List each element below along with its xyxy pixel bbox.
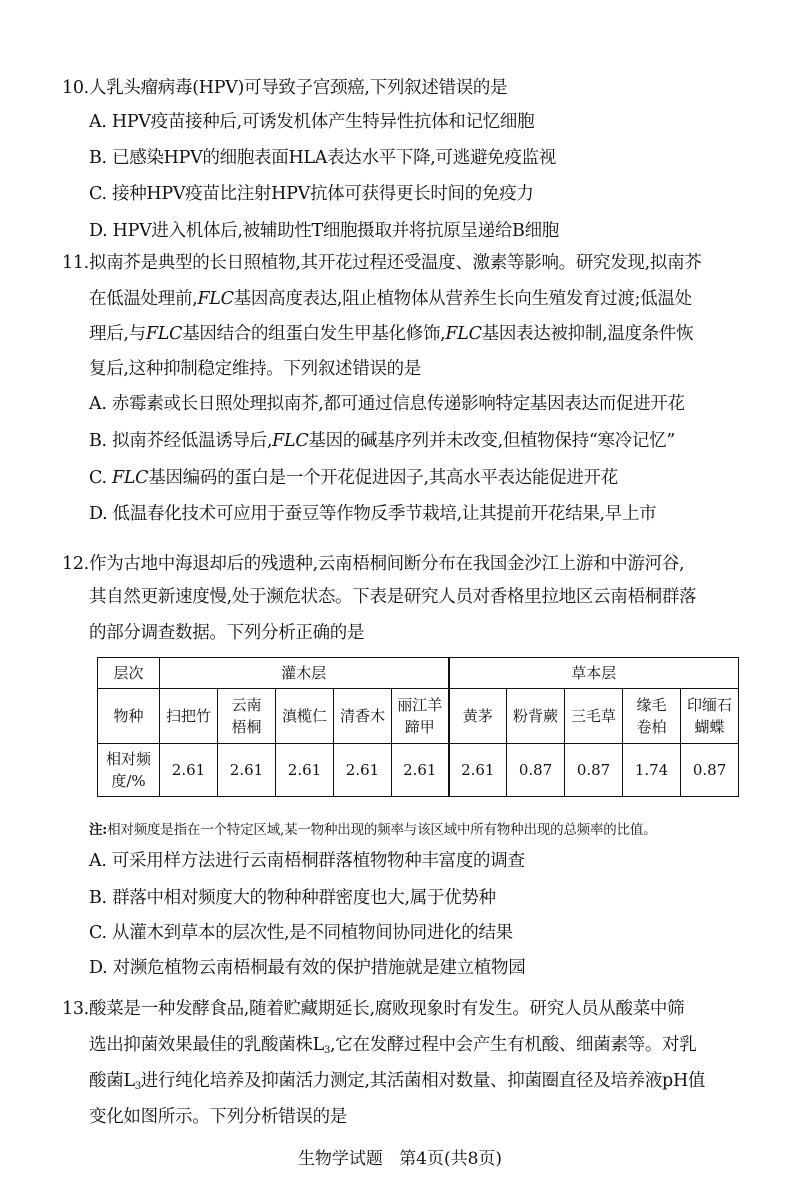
row-label-part: 相对频 — [105, 750, 151, 768]
species-row — [98, 689, 739, 744]
note-label: 注: — [89, 822, 108, 838]
survey-table — [97, 657, 739, 797]
q11-stem-text-1: 拟南芥是典型的长日照植物,其开花过程还受温度、激素等影响。研究发现,拟南芥 — [89, 253, 702, 273]
q13-stem-line-4: 变化如图所示。下列分析错误的是 — [89, 1107, 347, 1127]
q12-option-b: B. 群落中相对频度大的物种种群密度也大,属于优势种 — [89, 888, 496, 908]
strain-subscript: 3 — [134, 1081, 141, 1092]
q13-text: 酸菌 — [89, 1071, 124, 1091]
species-name: 黄茅 — [462, 707, 493, 725]
q11-stem-line-3 — [89, 322, 693, 346]
strain-name: L — [123, 1071, 135, 1091]
q12-number: 12. — [62, 554, 89, 574]
q11-text: B. 拟南芥经低温诱导后, — [89, 431, 273, 451]
q11-option-c — [89, 466, 618, 490]
q13-number: 13. — [62, 999, 89, 1019]
frequency-cell: 2.61 — [160, 744, 218, 797]
q11-text: 基因高度表达,阻止植物体从营养生长向生殖发育过渡;低温处 — [233, 289, 692, 309]
q13-text: ,它在发酵过程中会产生有机酸、细菌素等。对乳 — [330, 1035, 697, 1055]
species-name: 缘毛 — [636, 696, 667, 714]
q12-option-d: D. 对濒危植物云南梧桐最有效的保护措施就是建立植物园 — [89, 958, 526, 978]
species-cell — [681, 689, 739, 744]
species-cell — [276, 689, 334, 744]
row-label-species: 物种 — [98, 689, 160, 744]
q12-option-c: C. 从灌木到草本的层次性,是不同植物间协同进化的结果 — [89, 923, 513, 943]
q12-stem-line-3: 的部分调查数据。下列分析正确的是 — [89, 623, 365, 643]
species-cell — [334, 689, 392, 744]
q11-stem-line-4: 复后,这种抑制稳定维持。下列叙述错误的是 — [89, 359, 422, 379]
q10-stem — [62, 76, 507, 100]
q11-text: C. — [89, 468, 112, 488]
q13-stem-line-2 — [89, 1033, 696, 1057]
q12-option-a: A. 可采用样方法进行云南梧桐群落植物物种丰富度的调查 — [89, 851, 525, 871]
species-name: 云南 — [231, 696, 262, 714]
species-name: 印缅石 — [687, 696, 733, 714]
species-name: 丽江羊 — [397, 696, 443, 714]
q11-stem-line-1 — [62, 251, 702, 275]
q10-option-a: A. HPV疫苗接种后,可诱发机体产生特异性抗体和记忆细胞 — [89, 112, 535, 132]
gene-name: FLC — [145, 324, 183, 344]
q12-stem-text-1: 作为古地中海退却后的残遗种,云南梧桐间断分布在我国金沙江上游和中游河谷, — [89, 554, 685, 574]
q13-text: 进行纯化培养及抑菌活力测定,其活菌相对数量、抑菌圈直径及培养液pH值 — [140, 1071, 706, 1091]
gene-name: FLC — [272, 431, 309, 451]
species-cell — [565, 689, 623, 744]
frequency-cell: 2.61 — [392, 744, 449, 797]
q13-text: 选出抑菌效果最佳的乳酸菌株 — [89, 1035, 313, 1055]
frequency-row — [98, 744, 739, 797]
species-cell — [507, 689, 565, 744]
frequency-cell: 2.61 — [276, 744, 334, 797]
page-footer: 生物学试题 第4页(共8页) — [297, 1149, 503, 1169]
species-name: 蝴蝶 — [694, 718, 725, 736]
q11-option-a: A. 赤霉素或长日照处理拟南芥,都可通过信息传递影响特定基因表达而促进开花 — [89, 394, 685, 414]
q11-option-b — [89, 429, 675, 453]
species-name: 扫把竹 — [165, 707, 211, 725]
frequency-cell: 2.61 — [334, 744, 392, 797]
frequency-cell: 0.87 — [507, 744, 565, 797]
frequency-cell: 2.61 — [218, 744, 276, 797]
q10-option-b: B. 已感染HPV的细胞表面HLA表达水平下降,可逃避免疫监视 — [89, 148, 556, 168]
layer-herb: 草本层 — [449, 658, 739, 689]
q10-option-d: D. HPV进入机体后,被辅助性T细胞摄取并将抗原呈递给B细胞 — [89, 221, 560, 241]
q11-text: 基因表达被抑制,温度条件恢 — [481, 324, 694, 344]
q13-stem-line-3 — [89, 1069, 705, 1093]
row-label-layer: 层次 — [98, 658, 160, 689]
species-cell — [160, 689, 218, 744]
q11-text: 基因编码的蛋白是一个开花促进因子,其高水平表达能促进开花 — [148, 468, 618, 488]
note-text: 相对频度是指在一个特定区域,某一物种出现的频率与该区域中所有物种出现的总频率的比值。 — [107, 822, 657, 838]
frequency-cell: 2.61 — [449, 744, 507, 797]
q11-text: 基因的碱基序列并未改变,但植物保持“寒冷记忆” — [308, 431, 675, 451]
strain-subscript: 3 — [323, 1045, 330, 1056]
q11-stem-line-2 — [89, 287, 692, 311]
q12-stem-line-2: 其自然更新速度慢,处于濒危状态。下表是研究人员对香格里拉地区云南梧桐群落 — [89, 587, 697, 607]
q13-stem-line-1 — [62, 997, 684, 1021]
q11-text: 基因结合的组蛋白发生甲基化修饰, — [182, 324, 446, 344]
q11-number: 11. — [62, 253, 89, 273]
species-cell — [392, 689, 449, 744]
frequency-cell: 1.74 — [623, 744, 681, 797]
table-note — [89, 818, 656, 842]
q11-option-d: D. 低温春化技术可应用于蚕豆等作物反季节栽培,让其提前开花结果,早上市 — [89, 504, 657, 524]
species-cell — [623, 689, 681, 744]
species-name: 滇榄仁 — [281, 707, 327, 725]
species-name: 清香木 — [339, 707, 385, 725]
species-name: 梧桐 — [231, 718, 262, 736]
species-name: 三毛草 — [571, 707, 617, 725]
q13-stem-text-1: 酸菜是一种发酵食品,随着贮藏期延长,腐败现象时有发生。研究人员从酸菜中筛 — [89, 999, 685, 1019]
frequency-cell: 0.87 — [681, 744, 739, 797]
q10-option-c: C. 接种HPV疫苗比注射HPV抗体可获得更长时间的免疫力 — [89, 184, 534, 204]
frequency-cell: 0.87 — [565, 744, 623, 797]
q11-text: 理后,与 — [89, 324, 146, 344]
q10-number: 10. — [62, 78, 89, 98]
species-cell — [449, 689, 507, 744]
species-cell — [218, 689, 276, 744]
layer-row — [98, 658, 739, 689]
q11-text: 在低温处理前, — [89, 289, 198, 309]
q10-stem-text: 人乳头瘤病毒(HPV)可导致子宫颈癌,下列叙述错误的是 — [89, 78, 508, 98]
q12-stem-line-1 — [62, 552, 684, 576]
gene-name: FLC — [197, 289, 234, 309]
species-name: 蹄甲 — [404, 718, 435, 736]
layer-shrub: 灌木层 — [160, 658, 449, 689]
row-label-part: 度/% — [111, 772, 146, 790]
strain-name: L — [312, 1035, 324, 1055]
gene-name: FLC — [445, 324, 482, 344]
gene-name: FLC — [112, 468, 149, 488]
species-name: 卷柏 — [636, 718, 667, 736]
species-name: 粉背蕨 — [513, 707, 559, 725]
row-label-frequency — [98, 744, 160, 797]
